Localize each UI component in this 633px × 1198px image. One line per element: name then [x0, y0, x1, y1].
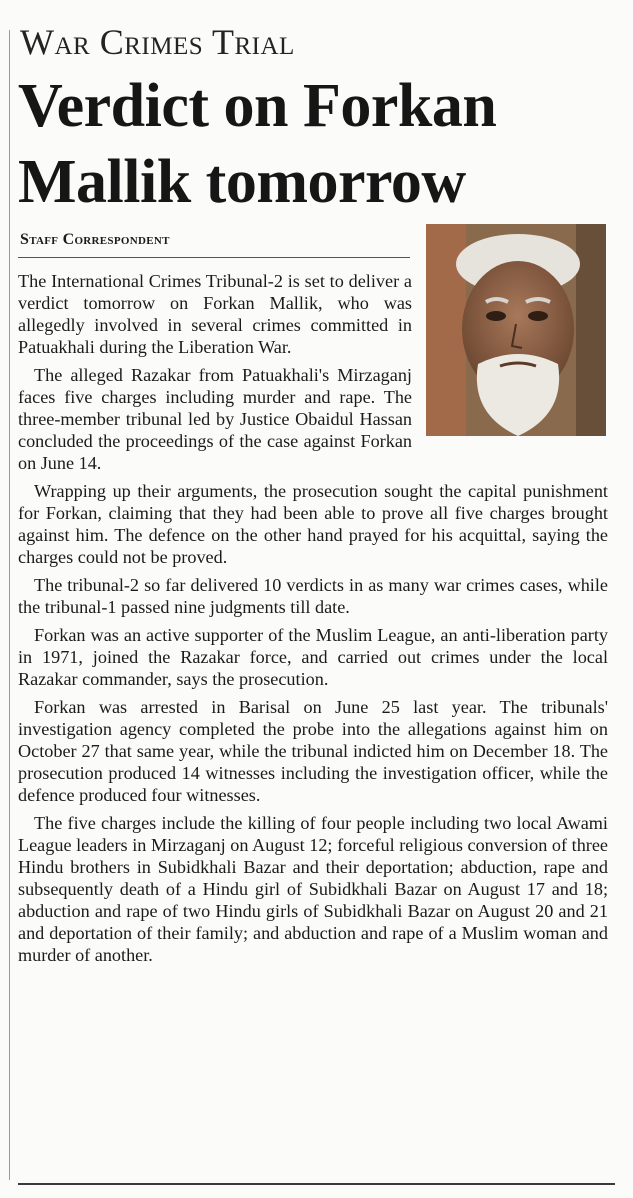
column-rule-left — [9, 30, 10, 1180]
article-body — [18, 270, 608, 972]
body-paragraph: The five charges include the killing of four people including two local Awami League leaders in Mirzaganj on August 12; forceful religious conversion of three Hindu brothers in Subidkhali Bazar and their deportation; abduction, rape and subsequently death of a Hindu girl of Subidkhali Bazar on August 17 and 18; abduction and rape of two Hindu girls of Subidkhali Bazar on August 20 and 21 and deportation of their family; and abduction and rape of a Muslim woman and murder of another. — [18, 813, 608, 965]
bottom-divider — [18, 1183, 615, 1185]
body-paragraph: Forkan was an active supporter of the Muslim League, an anti-liberation party in 1971, joined the Razakar force, and carried out crimes under the local Razakar commander, says the prosecution. — [18, 625, 608, 689]
body-paragraph: The tribunal-2 so far delivered 10 verdicts in as many war crimes cases, while the tribunal-1 passed nine judgments till date. — [18, 575, 608, 617]
byline-divider — [18, 257, 410, 258]
body-paragraph: The alleged Razakar from Patuakhali's Mirzaganj faces five charges including murder and rape. The three-member tribunal led by Justice Obaidul Hassan concluded the proceedings of the case against Forkan on June 14. — [18, 365, 412, 473]
body-paragraph: Wrapping up their arguments, the prosecution sought the capital punishment for Forkan, claiming that they had been able to prove all five charges brought against him. The defence on the other hand prayed for his acquittal, saying the charges could not be proved. — [18, 481, 608, 567]
headline: Verdict on Forkan Mallik tomorrow — [18, 72, 497, 216]
byline: Staff Correspondent — [20, 231, 170, 248]
body-paragraph: Forkan was arrested in Barisal on June 25 last year. The tribunals' investigation agency completed the probe into the allegations against him on October 27 that same year, while the tribunal indicted him on December 18. The prosecution produced 14 witnesses including the investigation officer, while the defence produced four witnesses. — [18, 697, 608, 805]
section-kicker: War Crimes Trial — [20, 22, 295, 62]
lead-paragraph: The International Crimes Tribunal-2 is set to deliver a verdict tomorrow on Forkan Mallik, who was allegedly involved in several crimes committed in Patuakhali during the Liberation War. — [18, 271, 412, 357]
